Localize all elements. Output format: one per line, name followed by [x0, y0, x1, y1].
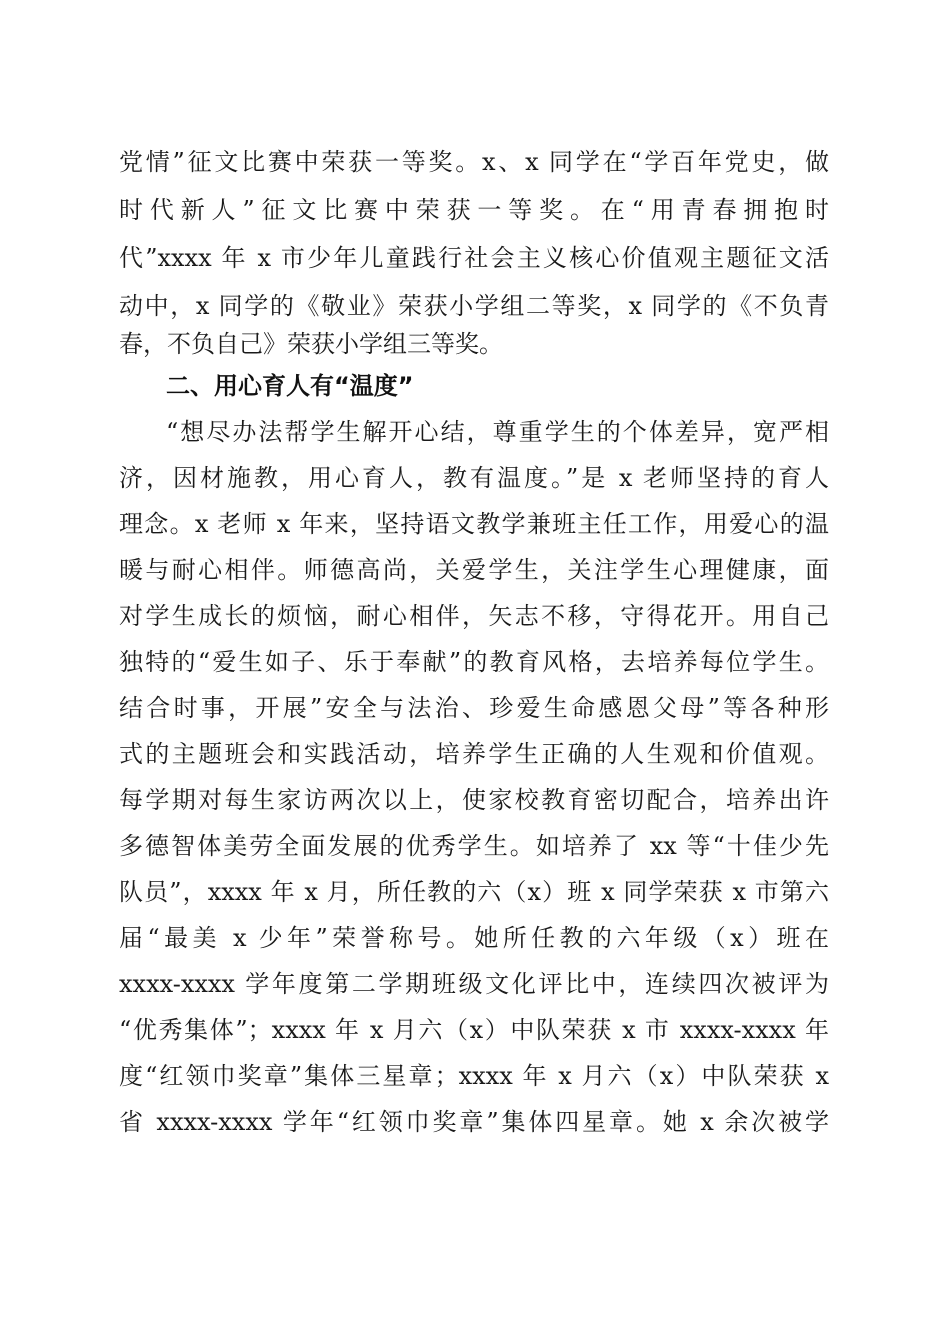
paragraph-line: 省 xxxx-xxxx 学年“红领巾奖章”集体四星章。她 x 余次被学 — [119, 1108, 829, 1136]
paragraph-line: 暖与耐心相伴。师德高尚，关爱学生，关注学生心理健康，面 — [119, 556, 829, 584]
paragraph-line: “优秀集体”；xxxx 年 x 月六（x）中队荣获 x 市 xxxx-xxxx 年 — [119, 1016, 829, 1044]
paragraph-line: 式的主题班会和实践活动，培养学生正确的人生观和价值观。 — [119, 740, 829, 768]
paragraph-line: 动中，x 同学的《敬业》荣获小学组二等奖，x 同学的《不负青 — [119, 292, 829, 320]
paragraph-line: 度“红领巾奖章”集体三星章；xxxx 年 x 月六（x）中队荣获 x — [119, 1062, 829, 1090]
paragraph-line: 队员”，xxxx 年 x 月，所任教的六（x）班 x 同学荣获 x 市第六 — [119, 878, 829, 906]
paragraph-line: 春，不负自己》荣获小学组三等奖。 — [119, 330, 503, 358]
paragraph-line: 时代新人”征文比赛中荣获一等奖。在“用青春拥抱时 — [119, 196, 829, 224]
paragraph-line: 党情”征文比赛中荣获一等奖。x、x 同学在“学百年党史，做 — [119, 148, 829, 176]
paragraph-line: 独特的“爱生如子、乐于奉献”的教育风格，去培养每位学生。 — [119, 648, 829, 676]
paragraph-line: 代”xxxx 年 x 市少年儿童践行社会主义核心价值观主题征文活 — [119, 244, 829, 272]
paragraph-line: 届“最美 x 少年”荣誉称号。她所任教的六年级（x）班在 — [119, 924, 829, 952]
paragraph-line: 对学生成长的烦恼，耐心相伴，矢志不移，守得花开。用自己 — [119, 602, 829, 630]
paragraph-line: 结合时事，开展”安全与法治、珍爱生命感恩父母”等各种形 — [119, 694, 829, 722]
paragraph-line: 每学期对每生家访两次以上，使家校教育密切配合，培养出许 — [119, 786, 829, 814]
paragraph-line: xxxx-xxxx 学年度第二学期班级文化评比中，连续四次被评为 — [119, 970, 829, 998]
paragraph-line: “想尽办法帮学生解开心结，尊重学生的个体差异，宽严相 — [166, 418, 829, 446]
paragraph-line: 多德智体美劳全面发展的优秀学生。如培养了 xx 等“十佳少先 — [119, 832, 829, 860]
section-heading: 二、用心育人有“温度” — [166, 372, 414, 400]
paragraph-line: 理念。x 老师 x 年来，坚持语文教学兼班主任工作，用爱心的温 — [119, 510, 829, 538]
paragraph-line: 济，因材施教，用心育人，教有温度。”是 x 老师坚持的育人 — [119, 464, 829, 492]
